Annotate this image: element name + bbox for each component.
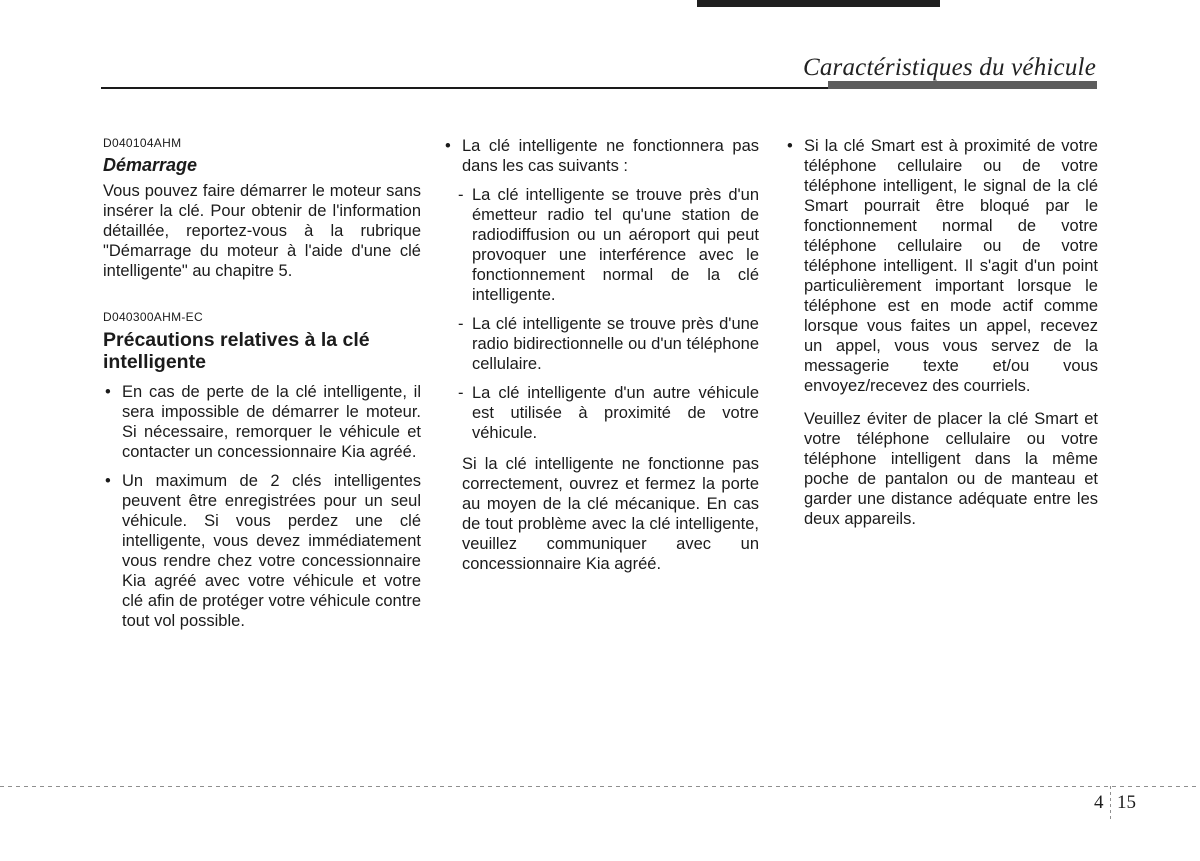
footer-dashed-line	[0, 786, 1200, 788]
bullet-item	[103, 471, 421, 631]
dash-item	[443, 383, 759, 443]
dash-item	[443, 185, 759, 305]
footer-page-divider	[1110, 786, 1111, 820]
paragraph-cle-mecanique: Si la clé intelligente ne fonctionne pas correctement, ouvrez et fermez la porte au moyen de la clé mécanique. En cas de tout problème avec la clé intelligente, veuillez communiquer avec un concessionnaire Kia agréé.	[462, 455, 759, 573]
bullet-marker: •	[445, 137, 451, 155]
paragraph-demarrage: Vous pouvez faire démarrer le moteur sans insérer la clé. Pour obtenir de l'information détaillée, reportez-vous à la rubrique "Démarrage du moteur à l'aide d'une clé intelligente" au chapitre 5.	[103, 182, 421, 280]
section-heading-precautions: Précautions relatives à la clé intelligente	[103, 329, 370, 373]
dash-item	[443, 314, 759, 374]
section-heading-demarrage: Démarrage	[103, 155, 198, 175]
dash-marker: -	[458, 315, 464, 333]
page-header-title: Caractéristiques du véhicule	[802, 54, 1096, 81]
dash-marker: -	[458, 384, 464, 402]
bullet-item	[103, 382, 421, 462]
bullet-marker: •	[105, 472, 111, 490]
dash-text: La clé intelligente se trouve près d'une radio bidirectionnelle ou d'un téléphone cellulaire.	[472, 315, 759, 373]
dash-marker: -	[458, 186, 464, 204]
bullet-text: Un maximum de 2 clés intelligentes peuvent être enregistrées pour un seul véhicule. Si vous perdez une clé intelligente, vous devez immédiatement vous rendre chez votre concessionnaire Kia agréé avec votre véhicule et votre clé afin de protéger votre véhicule contre tout vol possible.	[122, 472, 421, 630]
paragraph-distance-appareils: Veuillez éviter de placer la clé Smart et votre téléphone cellulaire ou votre téléphone intelligent dans la même poche de pantalon ou de manteau et garder une distance adéquate entre les deux appareils.	[804, 410, 1098, 528]
bullet-marker: •	[787, 137, 793, 155]
header-rule-accent-bar	[828, 81, 1097, 89]
column-right	[785, 136, 1098, 529]
page-top-artifact-bar	[697, 0, 940, 7]
bullet-item	[443, 136, 759, 176]
chapter-number: 4	[1094, 792, 1104, 813]
bullet-text: En cas de perte de la clé intelligente, il sera impossible de démarrer le moteur. Si nécessaire, remorquer le véhicule et contacter un concessionnaire Kia agréé.	[122, 383, 421, 461]
dash-text: La clé intelligente d'un autre véhicule est utilisée à proximité de votre véhicule.	[472, 384, 759, 442]
page-number: 15	[1117, 792, 1136, 813]
column-left	[103, 136, 421, 631]
dash-text: La clé intelligente se trouve près d'un émetteur radio tel qu'une station de radiodiffusion ou un aéroport qui peut provoquer une interférence avec le fonctionnement normal de la clé intelligente.	[472, 186, 759, 304]
bullet-text: La clé intelligente ne fonctionnera pas dans les cas suivants :	[462, 137, 759, 175]
bullet-text: Si la clé Smart est à proximité de votre téléphone cellulaire ou de votre téléphone intelligent, le signal de la clé Smart pourrait être bloqué par le fonctionnement normal de votre téléphone cellulaire ou de votre téléphone intelligent. Il s'agit d'un point particulièrement important lorsque le téléphone est en mode actif comme lorsque vous faites un appel, recevez un appel, vous vous servez de la messagerie texte et/ou vous envoyez/recevez des courriels.	[804, 137, 1098, 395]
column-middle	[443, 136, 759, 574]
section-code-demarrage: D040104AHM	[103, 136, 182, 150]
bullet-item	[785, 136, 1098, 396]
section-code-precautions: D040300AHM-EC	[103, 310, 203, 324]
bullet-marker: •	[105, 383, 111, 401]
